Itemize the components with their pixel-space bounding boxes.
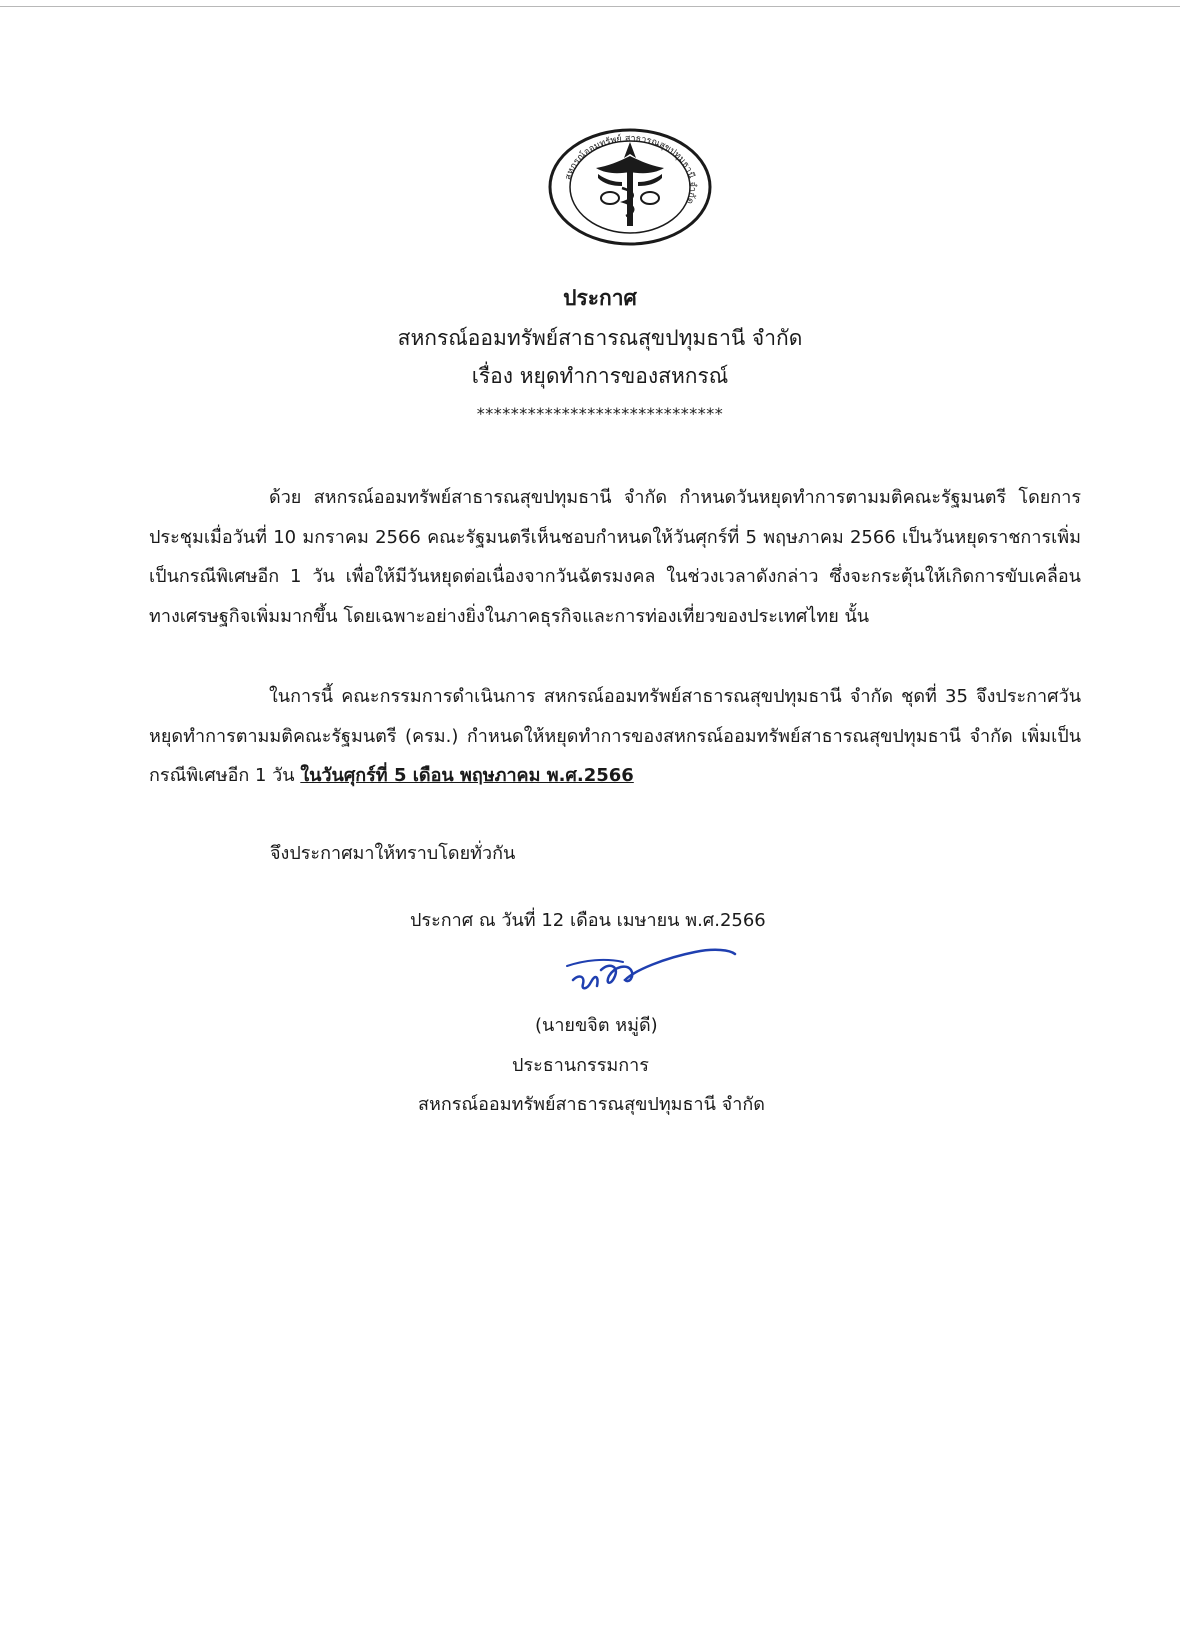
body-paragraph-3: จึงประกาศมาให้ทราบโดยทั่วกัน [270, 843, 516, 864]
holiday-date-emphasis: ในวันศุกร์ที่ 5 เดือน พฤษภาคม พ.ศ.2566 [300, 765, 634, 786]
paragraph-2-text: ในการนี้ คณะกรรมการดำเนินการ สหกรณ์ออมทรัพย์สาธารณสุขปทุมธานี จำกัด ชุดที่ 35 จึงประกาศวันหยุดทำการตามมติคณะรัฐมนตรี (ครม.) กำหนดให้หยุดทำการของสหกรณ์ออมทรัพย์สาธารณสุขปทุมธานี จำกัด เพิ่มเป็นกรณีพิเศษอีก 1 วัน [149, 686, 1081, 786]
signer-position: ประธานกรรมการ [512, 1055, 649, 1076]
cooperative-seal-logo [548, 128, 712, 246]
organization-name: สหกรณ์ออมทรัพย์สาธารณสุขปทุมธานี จำกัด [397, 326, 803, 350]
announcement-date: ประกาศ ณ วันที่ 12 เดือน เมษายน พ.ศ.2566 [410, 910, 766, 931]
announcement-title: ประกาศ [563, 286, 637, 310]
body-paragraph-1 [149, 478, 1081, 636]
signer-organization: สหกรณ์ออมทรัพย์สาธารณสุขปทุมธานี จำกัด [418, 1094, 765, 1115]
scan-edge-line [0, 6, 1180, 7]
handwritten-signature [565, 940, 745, 1010]
body-paragraph-2 [149, 677, 1081, 796]
announcement-subject: เรื่อง หยุดทำการของสหกรณ์ [471, 364, 729, 388]
seal-text: สหกรณ์ออมทรัพย์ สาธารณสุขปทุมธานี จำกัด [563, 133, 698, 206]
signer-name: (นายขจิต หมู่ดี) [535, 1015, 658, 1036]
separator-stars: ***************************** [476, 404, 724, 423]
paragraph-1-text: ด้วย สหกรณ์ออมทรัพย์สาธารณสุขปทุมธานี จำกัด กำหนดวันหยุดทำการตามมติคณะรัฐมนตรี โดยการประชุมเมื่อวันที่ 10 มกราคม 2566 คณะรัฐมนตรีเห็นชอบกำหนดให้วันศุกร์ที่ 5 พฤษภาคม 2566 เป็นวันหยุดราชการเพิ่มเป็นกรณีพิเศษอีก 1 วัน เพื่อให้มีวันหยุดต่อเนื่องจากวันฉัตรมงคล ในช่วงเวลาดังกล่าว ซึ่งจะกระตุ้นให้เกิดการขับเคลื่อนทางเศรษฐกิจเพิ่มมากขึ้น โดยเฉพาะอย่างยิ่งในภาคธุรกิจและการท่องเที่ยวของประเทศไทย นั้น [149, 487, 1081, 627]
